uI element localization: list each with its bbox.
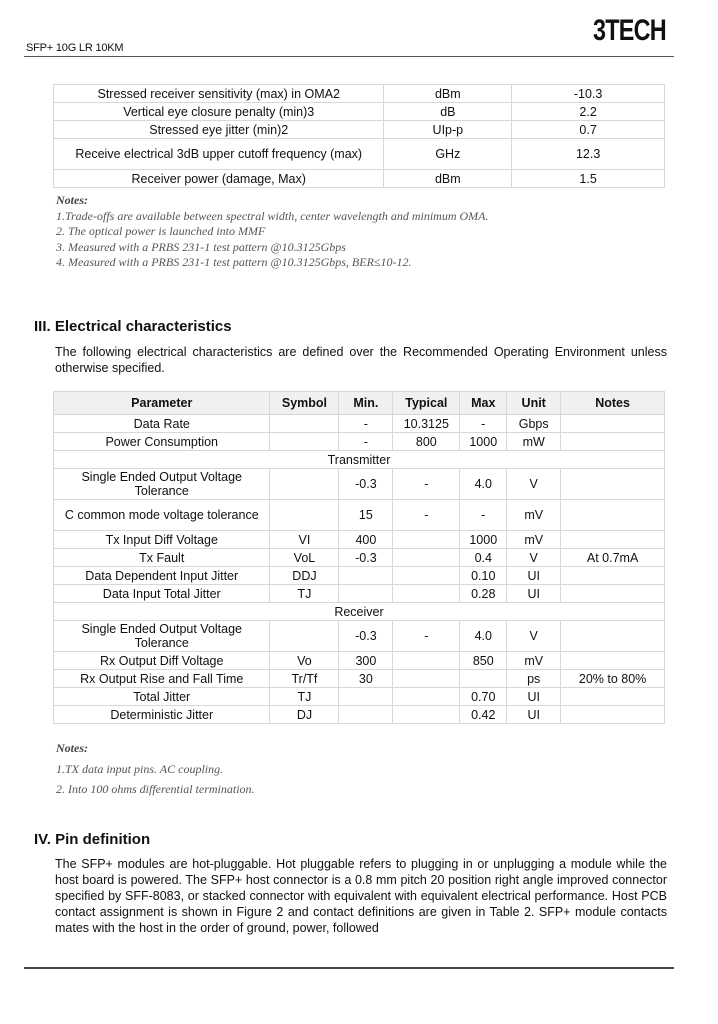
notes-cell — [561, 706, 665, 724]
column-header: Notes — [561, 392, 665, 415]
unit-cell: mV — [507, 531, 561, 549]
min-cell: 400 — [339, 531, 393, 549]
unit-cell: UI — [507, 706, 561, 724]
symbol-cell: Tr/Tf — [270, 670, 339, 688]
notes-cell: At 0.7mA — [561, 549, 665, 567]
table-row — [54, 500, 665, 531]
parameter-cell: Receive electrical 3dB upper cutoff frequency (max) — [54, 139, 384, 170]
max-cell: 0.70 — [460, 688, 507, 706]
note-item: 4. Measured with a PRBS 231-1 test pattern @10.3125Gbps, BER≤10-12. — [56, 255, 412, 269]
typical-cell — [393, 531, 460, 549]
column-header: Typical — [393, 392, 460, 415]
max-cell: 1000 — [460, 433, 507, 451]
unit-cell: Gbps — [507, 415, 561, 433]
column-header: Symbol — [270, 392, 339, 415]
section-heading-pin-definition: IV. Pin definition — [34, 831, 151, 848]
optics-notes — [56, 193, 489, 271]
parameter-cell: Stressed receiver sensitivity (max) in OMA2 — [54, 85, 384, 103]
company-logo: 3TECH — [593, 14, 666, 47]
table-row — [54, 567, 665, 585]
typical-cell: - — [393, 500, 460, 531]
parameter-cell: Data Input Total Jitter — [54, 585, 270, 603]
group-label: Receiver — [54, 603, 665, 621]
unit-cell: dB — [384, 103, 512, 121]
typical-cell — [393, 567, 460, 585]
min-cell: - — [339, 415, 393, 433]
notes-cell — [561, 688, 665, 706]
symbol-cell — [270, 415, 339, 433]
column-header: Unit — [507, 392, 561, 415]
max-cell: 0.28 — [460, 585, 507, 603]
parameter-cell: Data Rate — [54, 415, 270, 433]
parameter-cell: Rx Output Diff Voltage — [54, 652, 270, 670]
max-cell: 0.10 — [460, 567, 507, 585]
typical-cell — [393, 549, 460, 567]
min-cell: - — [339, 433, 393, 451]
column-header: Max — [460, 392, 507, 415]
note-item: 2. The optical power is launched into MMF — [56, 224, 266, 238]
receiver-optical-table — [53, 84, 665, 188]
symbol-cell: VoL — [270, 549, 339, 567]
max-cell: 1000 — [460, 531, 507, 549]
min-cell — [339, 688, 393, 706]
electrical-notes — [56, 738, 255, 800]
unit-cell: V — [507, 549, 561, 567]
unit-cell: mV — [507, 652, 561, 670]
notes-title: Notes: — [56, 741, 88, 755]
parameter-cell: Data Dependent Input Jitter — [54, 567, 270, 585]
symbol-cell: TJ — [270, 585, 339, 603]
notes-cell — [561, 433, 665, 451]
typical-cell: - — [393, 469, 460, 500]
min-cell — [339, 567, 393, 585]
column-header: Parameter — [54, 392, 270, 415]
min-cell — [339, 706, 393, 724]
unit-cell: V — [507, 469, 561, 500]
notes-cell — [561, 621, 665, 652]
notes-cell — [561, 469, 665, 500]
note-item: 1.TX data input pins. AC coupling. — [56, 761, 224, 776]
section-paragraph-electrical: The following electrical characteristics are defined over the Recommended Operating Environment unless otherwise specified. — [55, 345, 667, 375]
max-cell — [460, 670, 507, 688]
parameter-cell: Deterministic Jitter — [54, 706, 270, 724]
parameter-cell: Total Jitter — [54, 688, 270, 706]
min-cell: 30 — [339, 670, 393, 688]
value-cell: 1.5 — [512, 170, 665, 188]
unit-cell: dBm — [384, 170, 512, 188]
min-cell: 300 — [339, 652, 393, 670]
max-cell: - — [460, 500, 507, 531]
parameter-cell: Tx Input Diff Voltage — [54, 531, 270, 549]
symbol-cell: DDJ — [270, 567, 339, 585]
min-cell: -0.3 — [339, 549, 393, 567]
table-row — [54, 706, 665, 724]
table-row — [54, 469, 665, 500]
notes-cell — [561, 585, 665, 603]
typical-cell: - — [393, 621, 460, 652]
note-item: 3. Measured with a PRBS 231-1 test pattern @10.3125Gbps — [56, 239, 346, 254]
parameter-cell: Power Consumption — [54, 433, 270, 451]
value-cell: 2.2 — [512, 103, 665, 121]
max-cell: 850 — [460, 652, 507, 670]
symbol-cell: DJ — [270, 706, 339, 724]
table-row — [54, 670, 665, 688]
group-label: Transmitter — [54, 451, 665, 469]
table-row — [54, 415, 665, 433]
parameter-cell: Receiver power (damage, Max) — [54, 170, 384, 188]
value-cell: -10.3 — [512, 85, 665, 103]
table-header-row — [54, 392, 665, 415]
table-row — [54, 139, 665, 170]
unit-cell: mV — [507, 500, 561, 531]
parameter-cell: Vertical eye closure penalty (min)3 — [54, 103, 384, 121]
typical-cell — [393, 706, 460, 724]
symbol-cell — [270, 469, 339, 500]
table-row — [54, 170, 665, 188]
typical-cell — [393, 688, 460, 706]
footer-divider — [24, 967, 674, 969]
notes-cell — [561, 567, 665, 585]
max-cell: - — [460, 415, 507, 433]
table-row — [54, 433, 665, 451]
parameter-cell: Stressed eye jitter (min)2 — [54, 121, 384, 139]
unit-cell: mW — [507, 433, 561, 451]
receiver-group-row — [54, 603, 665, 621]
min-cell: -0.3 — [339, 469, 393, 500]
typical-cell — [393, 670, 460, 688]
symbol-cell — [270, 621, 339, 652]
parameter-cell: Single Ended Output Voltage Tolerance — [54, 469, 270, 500]
symbol-cell: TJ — [270, 688, 339, 706]
notes-cell: 20% to 80% — [561, 670, 665, 688]
typical-cell — [393, 652, 460, 670]
parameter-cell: C common mode voltage tolerance — [54, 500, 270, 531]
symbol-cell: Vo — [270, 652, 339, 670]
symbol-cell: VI — [270, 531, 339, 549]
parameter-cell: Single Ended Output Voltage Tolerance — [54, 621, 270, 652]
document-title: SFP+ 10G LR 10KM — [26, 42, 124, 54]
table-row — [54, 652, 665, 670]
note-item: 1.Trade-offs are available between spectral width, center wavelength and minimum OMA. — [56, 208, 489, 223]
section-heading-electrical: III. Electrical characteristics — [34, 318, 232, 335]
transmitter-group-row — [54, 451, 665, 469]
symbol-cell — [270, 500, 339, 531]
table-row — [54, 549, 665, 567]
typical-cell — [393, 585, 460, 603]
notes-cell — [561, 652, 665, 670]
min-cell — [339, 585, 393, 603]
unit-cell: V — [507, 621, 561, 652]
electrical-characteristics-table — [53, 391, 665, 724]
table-row — [54, 585, 665, 603]
table-row — [54, 121, 665, 139]
unit-cell: UI — [507, 585, 561, 603]
notes-title: Notes: — [56, 193, 88, 207]
min-cell: 15 — [339, 500, 393, 531]
table-row — [54, 85, 665, 103]
typical-cell: 800 — [393, 433, 460, 451]
parameter-cell: Rx Output Rise and Fall Time — [54, 670, 270, 688]
notes-cell — [561, 531, 665, 549]
column-header: Min. — [339, 392, 393, 415]
value-cell: 0.7 — [512, 121, 665, 139]
max-cell: 0.42 — [460, 706, 507, 724]
notes-cell — [561, 500, 665, 531]
table-row — [54, 103, 665, 121]
symbol-cell — [270, 433, 339, 451]
header-divider — [24, 56, 674, 57]
max-cell: 4.0 — [460, 469, 507, 500]
max-cell: 4.0 — [460, 621, 507, 652]
parameter-cell: Tx Fault — [54, 549, 270, 567]
min-cell: -0.3 — [339, 621, 393, 652]
unit-cell: ps — [507, 670, 561, 688]
table-row — [54, 621, 665, 652]
unit-cell: UI — [507, 688, 561, 706]
unit-cell: dBm — [384, 85, 512, 103]
table-row — [54, 531, 665, 549]
unit-cell: UI — [507, 567, 561, 585]
unit-cell: GHz — [384, 139, 512, 170]
note-item: 2. Into 100 ohms differential termination. — [56, 782, 255, 796]
unit-cell: UIp-p — [384, 121, 512, 139]
max-cell: 0.4 — [460, 549, 507, 567]
table-row — [54, 688, 665, 706]
value-cell: 12.3 — [512, 139, 665, 170]
notes-cell — [561, 415, 665, 433]
typical-cell: 10.3125 — [393, 415, 460, 433]
section-paragraph-pin-definition: The SFP+ modules are hot-pluggable. Hot pluggable refers to plugging in or unplugging a module while the host board is powered. The SFP+ host connector is a 0.8 mm pitch 20 position right angle improved connector specified by SFF-8083, or stacked connector with equivalent with equivalent electrical performance. Host PCB contact assignment is shown in Figure 2 and contact definitions are given in Table 2. SFP+ module contacts mates with the host in the order of ground, power, followed — [55, 857, 667, 935]
